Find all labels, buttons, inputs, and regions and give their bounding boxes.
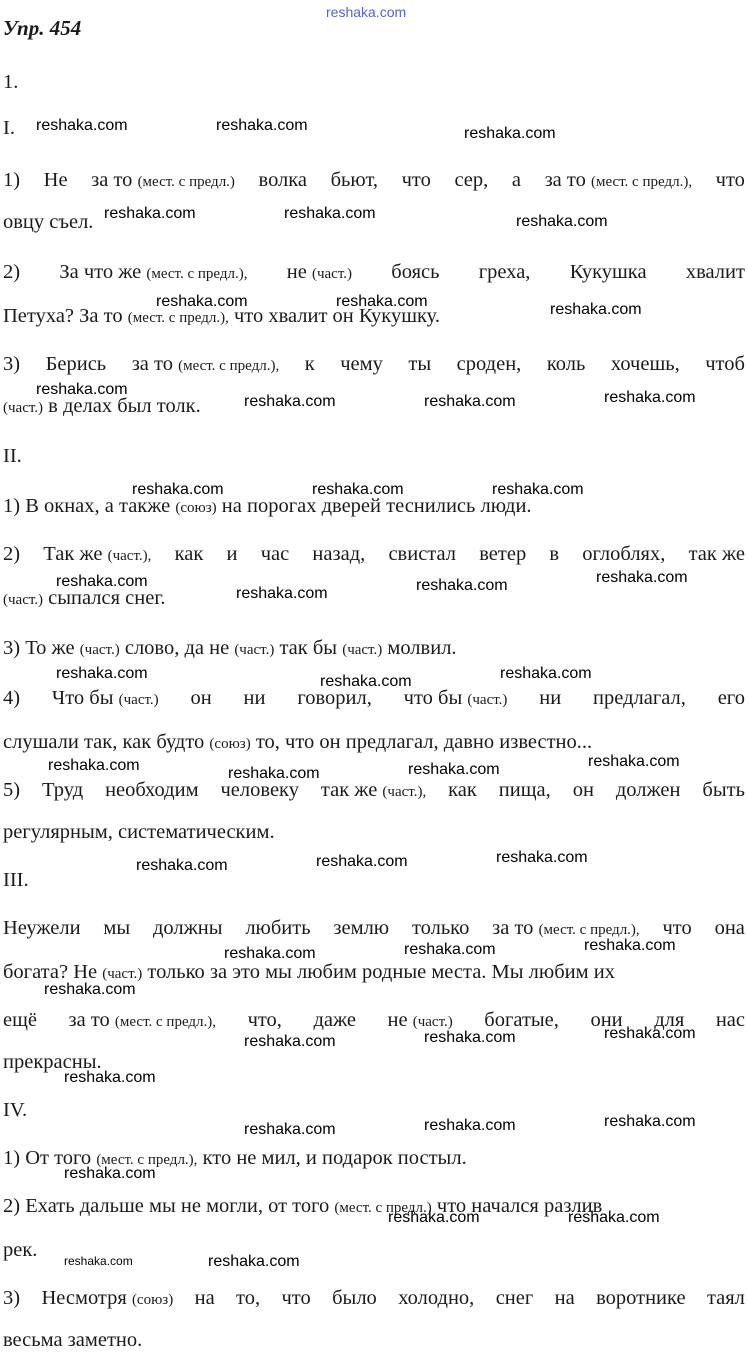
- watermark: reshaka.com: [44, 981, 136, 998]
- word: холодно,: [398, 1287, 475, 1309]
- word: так же: [688, 543, 745, 565]
- word-group: [105, 778, 198, 804]
- watermark: reshaka.com: [492, 481, 584, 498]
- word: слово, да не: [119, 637, 230, 659]
- top-watermark: reshaka.com: [326, 4, 407, 20]
- word: и: [226, 543, 238, 565]
- word-group: [42, 778, 83, 804]
- word: что: [715, 169, 745, 191]
- word-group: [44, 168, 68, 194]
- word-group: [3, 637, 120, 659]
- word: Неужели: [3, 917, 81, 939]
- word-group: [715, 916, 745, 942]
- word-group: [3, 961, 142, 983]
- watermark: reshaka.com: [464, 125, 556, 142]
- text-line: 1.: [3, 71, 19, 93]
- word: то,: [236, 1287, 261, 1309]
- word-group: [142, 961, 615, 983]
- word: он: [572, 779, 594, 801]
- text-line: IV.: [3, 1099, 28, 1121]
- word: за то: [68, 1009, 110, 1031]
- word: за то: [544, 169, 586, 191]
- word-group: [333, 916, 389, 942]
- text-line: [3, 778, 745, 804]
- word-group: [716, 168, 745, 194]
- word-group: [287, 260, 352, 286]
- word-group: [153, 916, 223, 942]
- watermark: reshaka.com: [424, 393, 516, 410]
- watermark: reshaka.com: [404, 941, 496, 958]
- word-group: [705, 352, 745, 378]
- grammar-note: (мест. с предл.),: [178, 358, 280, 374]
- word-group: [689, 542, 745, 568]
- word-group: [408, 352, 431, 378]
- word: рек.: [3, 1239, 38, 1261]
- word: за то: [492, 917, 534, 939]
- word-group: [499, 778, 551, 804]
- watermark: reshaka.com: [500, 665, 592, 682]
- grammar-note: (мест. с предл.),: [590, 174, 693, 190]
- word: только за это мы любим родные места. Мы любим их: [142, 961, 615, 983]
- watermark: reshaka.com: [36, 381, 128, 398]
- text-line: [3, 636, 457, 662]
- word: необходим: [105, 779, 199, 801]
- word-group: [573, 778, 594, 804]
- word: так бы: [274, 637, 338, 659]
- word: предлагал,: [593, 687, 686, 709]
- word: не: [387, 1009, 408, 1031]
- watermark: reshaka.com: [244, 1121, 336, 1138]
- grammar-note: (союз): [209, 736, 251, 752]
- word-group: [479, 260, 531, 286]
- text-line: [3, 542, 745, 568]
- word: на: [554, 1287, 575, 1309]
- word-group: [3, 778, 20, 804]
- watermark: reshaka.com: [424, 1117, 516, 1134]
- word: Не: [43, 169, 68, 191]
- word: За что же: [59, 261, 142, 283]
- grammar-note: (мест. с предл.),: [146, 266, 248, 282]
- word: он: [190, 687, 212, 709]
- grammar-note: (част.): [342, 642, 383, 658]
- watermark: reshaka.com: [104, 205, 196, 222]
- text-line: [3, 210, 93, 234]
- word: таял: [706, 1287, 745, 1309]
- word-group: [321, 778, 426, 804]
- text-line: [3, 352, 745, 378]
- word: оглоблях,: [582, 543, 666, 565]
- word: хвалит: [685, 261, 745, 283]
- word-group: [59, 260, 247, 286]
- word-group: [103, 916, 130, 942]
- watermark: reshaka.com: [156, 293, 248, 310]
- word: должен: [615, 779, 681, 801]
- word: воротнике: [596, 1287, 686, 1309]
- watermark: reshaka.com: [216, 117, 308, 134]
- word: 1) От того: [3, 1147, 92, 1169]
- word-group: [404, 686, 508, 712]
- word-group: [244, 686, 266, 712]
- word-group: [549, 542, 559, 568]
- word: чтоб: [705, 353, 745, 375]
- word-group: [3, 686, 20, 712]
- watermark: reshaka.com: [596, 569, 688, 586]
- word-group: [454, 168, 488, 194]
- watermark: reshaka.com: [604, 389, 696, 406]
- word-group: [702, 778, 745, 804]
- word: Петуха? За то: [3, 305, 123, 327]
- grammar-note: (мест. с предл.),: [538, 922, 640, 938]
- word: любить: [245, 917, 311, 939]
- word-group: [402, 168, 431, 194]
- watermark: reshaka.com: [56, 573, 148, 590]
- text-line: [3, 1286, 745, 1312]
- word: снег: [495, 1287, 534, 1309]
- text-line: [3, 730, 592, 756]
- grammar-note: (мест. с предл.): [137, 174, 235, 190]
- word: нас: [715, 1009, 745, 1031]
- text-line: [3, 494, 532, 520]
- word-group: [3, 211, 93, 233]
- watermark: reshaka.com: [316, 853, 408, 870]
- text-line: III.: [3, 869, 29, 891]
- word: на: [194, 1287, 215, 1309]
- word: в делах был толк.: [43, 395, 201, 417]
- word-group: [391, 260, 439, 286]
- word: для: [654, 1009, 685, 1031]
- grammar-note: (част.): [234, 642, 275, 658]
- word: хочешь,: [610, 353, 680, 375]
- word-group: [236, 1286, 260, 1312]
- word-group: [259, 168, 308, 194]
- watermark: reshaka.com: [604, 1025, 696, 1042]
- watermark: reshaka.com: [496, 849, 588, 866]
- word: ещё: [3, 1009, 37, 1031]
- grammar-note: (част.): [412, 1014, 453, 1030]
- word: в: [549, 543, 560, 565]
- word-group: [227, 542, 238, 568]
- watermark: reshaka.com: [516, 213, 608, 230]
- word-group: [547, 352, 585, 378]
- word: ветер: [479, 543, 527, 565]
- word: к: [304, 353, 315, 375]
- word-group: [331, 168, 378, 194]
- word: овцу съел.: [3, 211, 94, 233]
- word-group: [545, 168, 693, 194]
- word: даже: [313, 1009, 356, 1031]
- word: как: [448, 779, 477, 801]
- watermark: reshaka.com: [584, 937, 676, 954]
- word: что: [281, 1287, 311, 1309]
- word-group: [132, 352, 280, 378]
- watermark: reshaka.com: [56, 665, 148, 682]
- word: только: [411, 917, 470, 939]
- word-group: [3, 1286, 20, 1312]
- text-line: II.: [3, 445, 22, 467]
- watermark-small: reshaka.com: [64, 1254, 133, 1268]
- word-group: [197, 1147, 466, 1169]
- word: час: [260, 543, 290, 565]
- word: 3): [3, 353, 21, 375]
- watermark: reshaka.com: [224, 945, 316, 962]
- word: слушали так, как будто: [3, 731, 205, 753]
- word: Кукушка: [569, 261, 647, 283]
- word-group: [340, 352, 383, 378]
- word-group: [245, 916, 310, 942]
- watermark: reshaka.com: [416, 577, 508, 594]
- word: весьма заметно.: [3, 1329, 143, 1351]
- word: за то: [131, 353, 173, 375]
- grammar-note: (част.),: [382, 784, 427, 800]
- word-group: [46, 352, 107, 378]
- watermark: reshaka.com: [604, 1113, 696, 1130]
- word-group: [398, 1286, 474, 1312]
- word-group: [539, 686, 561, 712]
- watermark: reshaka.com: [136, 857, 228, 874]
- word: сыпался снег.: [43, 587, 166, 609]
- watermark: reshaka.com: [588, 753, 680, 770]
- word: регулярным, систематическим.: [3, 821, 275, 843]
- watermark: reshaka.com: [320, 673, 412, 690]
- word: человеку: [220, 779, 299, 801]
- word: как: [174, 543, 204, 565]
- text-line: [3, 1194, 602, 1220]
- word-group: [479, 542, 526, 568]
- exercise-title: Упр. 454: [3, 16, 82, 40]
- word-group: [593, 686, 686, 712]
- word-group: [41, 1286, 173, 1312]
- word-group: [686, 260, 745, 286]
- word-group: [305, 352, 315, 378]
- word-group: [388, 542, 456, 568]
- word-group: [312, 542, 365, 568]
- word-group: [512, 168, 521, 194]
- word-group: [3, 731, 251, 753]
- word-group: [412, 916, 469, 942]
- word-group: [382, 637, 456, 659]
- watermark: reshaka.com: [408, 761, 500, 778]
- word-group: [448, 778, 477, 804]
- watermark: reshaka.com: [244, 1033, 336, 1050]
- word: Труд: [42, 779, 84, 801]
- watermark: reshaka.com: [388, 1209, 480, 1226]
- word: 4): [3, 687, 21, 709]
- text-line: I.: [3, 117, 15, 139]
- word: кто не мил, и подарок постыл.: [197, 1147, 467, 1169]
- word: должны: [152, 917, 223, 939]
- word-group: [120, 637, 275, 659]
- word-group: [616, 778, 681, 804]
- word-group: [582, 542, 665, 568]
- word-group: [3, 352, 20, 378]
- watermark: reshaka.com: [550, 301, 642, 318]
- word-group: [457, 352, 522, 378]
- watermark: reshaka.com: [312, 481, 404, 498]
- word-group: [716, 1008, 745, 1034]
- watermark: reshaka.com: [208, 1253, 300, 1270]
- watermark: reshaka.com: [228, 765, 320, 782]
- word-group: [3, 916, 81, 942]
- word: 2) Ехать дальше мы не могли, от того: [3, 1195, 330, 1217]
- word: так же: [320, 779, 378, 801]
- watermark: reshaka.com: [336, 293, 428, 310]
- word: волка: [258, 169, 308, 191]
- watermark: reshaka.com: [236, 585, 328, 602]
- grammar-note: (част.): [118, 692, 159, 708]
- word: что начался разлив: [431, 1195, 603, 1217]
- word-group: [596, 1286, 685, 1312]
- word: бьют,: [330, 169, 378, 191]
- word: Так же: [43, 543, 103, 565]
- word-group: [190, 686, 211, 712]
- word: назад,: [312, 543, 366, 565]
- grammar-note: (част.): [3, 592, 44, 608]
- word-group: [3, 1195, 432, 1217]
- word: что хвалит он Кукушку.: [228, 305, 440, 327]
- word: а: [511, 169, 521, 191]
- grammar-note: (союз): [131, 1292, 174, 1308]
- word-group: [3, 168, 20, 194]
- word: ты: [408, 353, 432, 375]
- word: 3) То же: [3, 637, 75, 659]
- word: 1) В окнах, а также: [3, 495, 171, 517]
- word-group: [69, 1008, 217, 1034]
- watermark: reshaka.com: [36, 117, 128, 134]
- word: греха,: [478, 261, 531, 283]
- grammar-note: (част.),: [107, 548, 152, 564]
- text-line: [3, 820, 275, 844]
- word-group: [195, 1286, 215, 1312]
- word: богатые,: [484, 1009, 559, 1031]
- word-group: [274, 637, 382, 659]
- word: 5): [3, 779, 21, 801]
- text-line: [3, 1238, 37, 1262]
- word: пища,: [498, 779, 551, 801]
- watermark: reshaka.com: [48, 757, 140, 774]
- word: что,: [247, 1009, 282, 1031]
- word-group: [570, 260, 647, 286]
- word-group: [3, 1008, 37, 1034]
- word: на порогах дверей теснились люди.: [216, 495, 532, 517]
- word: его: [717, 687, 745, 709]
- word: что: [662, 917, 692, 939]
- word: быть: [702, 779, 745, 801]
- word-group: [91, 168, 235, 194]
- word: не: [286, 261, 307, 283]
- word-group: [332, 1286, 377, 1312]
- word: ни: [243, 687, 266, 709]
- word: Что бы: [51, 687, 114, 709]
- word-group: [496, 1286, 534, 1312]
- watermark: reshaka.com: [568, 1209, 660, 1226]
- word: Несмотря: [41, 1287, 127, 1309]
- grammar-note: (част.): [79, 642, 120, 658]
- word: она: [714, 917, 745, 939]
- word-group: [52, 686, 159, 712]
- text-line: [3, 260, 745, 286]
- grammar-note: (союз): [175, 500, 217, 516]
- watermark: reshaka.com: [244, 393, 336, 410]
- watermark: reshaka.com: [132, 481, 224, 498]
- word: 2): [3, 543, 21, 565]
- word-group: [261, 542, 290, 568]
- word: они: [590, 1009, 623, 1031]
- grammar-note: (мест. с предл.),: [96, 1152, 198, 1168]
- word-group: [3, 587, 43, 609]
- grammar-note: (част.): [467, 692, 508, 708]
- word-group: [3, 1239, 37, 1261]
- word: Берись: [45, 353, 107, 375]
- grammar-note: (част.): [102, 966, 143, 982]
- word: то, что он предлагал, давно известно...: [250, 731, 593, 753]
- word: коль: [546, 353, 586, 375]
- watermark: reshaka.com: [284, 205, 376, 222]
- word: 2): [3, 261, 21, 283]
- word: сер,: [454, 169, 489, 191]
- word: землю: [333, 917, 390, 939]
- word: чему: [340, 353, 383, 375]
- word-group: [3, 260, 20, 286]
- word: было: [332, 1287, 377, 1309]
- word-group: [43, 542, 151, 568]
- watermark: reshaka.com: [424, 1029, 516, 1046]
- grammar-note: (мест. с предл.),: [127, 310, 229, 326]
- word: 3): [3, 1287, 21, 1309]
- word: 1): [3, 169, 21, 191]
- grammar-note: (част.): [3, 400, 44, 416]
- word-group: [555, 1286, 575, 1312]
- text-line: [3, 168, 745, 194]
- word: мы: [103, 917, 131, 939]
- text-line: [3, 1328, 142, 1352]
- word-group: [3, 821, 275, 843]
- grammar-note: (мест. с предл.): [334, 1200, 432, 1216]
- watermark: reshaka.com: [64, 1069, 156, 1086]
- word: молвил.: [382, 637, 457, 659]
- word: богата? Не: [3, 961, 98, 983]
- word-group: [3, 1329, 142, 1351]
- word: что бы: [403, 687, 463, 709]
- word-group: [251, 731, 592, 753]
- word-group: [248, 1008, 282, 1034]
- word-group: [313, 1008, 356, 1034]
- word: говорил,: [297, 687, 372, 709]
- word: ни: [539, 687, 562, 709]
- word: боясь: [391, 261, 440, 283]
- word-group: [707, 1286, 745, 1312]
- word: сроден,: [456, 353, 522, 375]
- word: прекрасны.: [3, 1051, 102, 1073]
- grammar-note: (мест. с предл.),: [114, 1014, 217, 1030]
- word-group: [282, 1286, 311, 1312]
- word-group: [175, 542, 204, 568]
- watermark: reshaka.com: [64, 1165, 156, 1182]
- word: за то: [91, 169, 133, 191]
- word: что: [401, 169, 431, 191]
- word: свистал: [388, 543, 457, 565]
- grammar-note: (част.): [311, 266, 352, 282]
- word-group: [718, 686, 745, 712]
- word-group: [3, 542, 20, 568]
- word-group: [611, 352, 680, 378]
